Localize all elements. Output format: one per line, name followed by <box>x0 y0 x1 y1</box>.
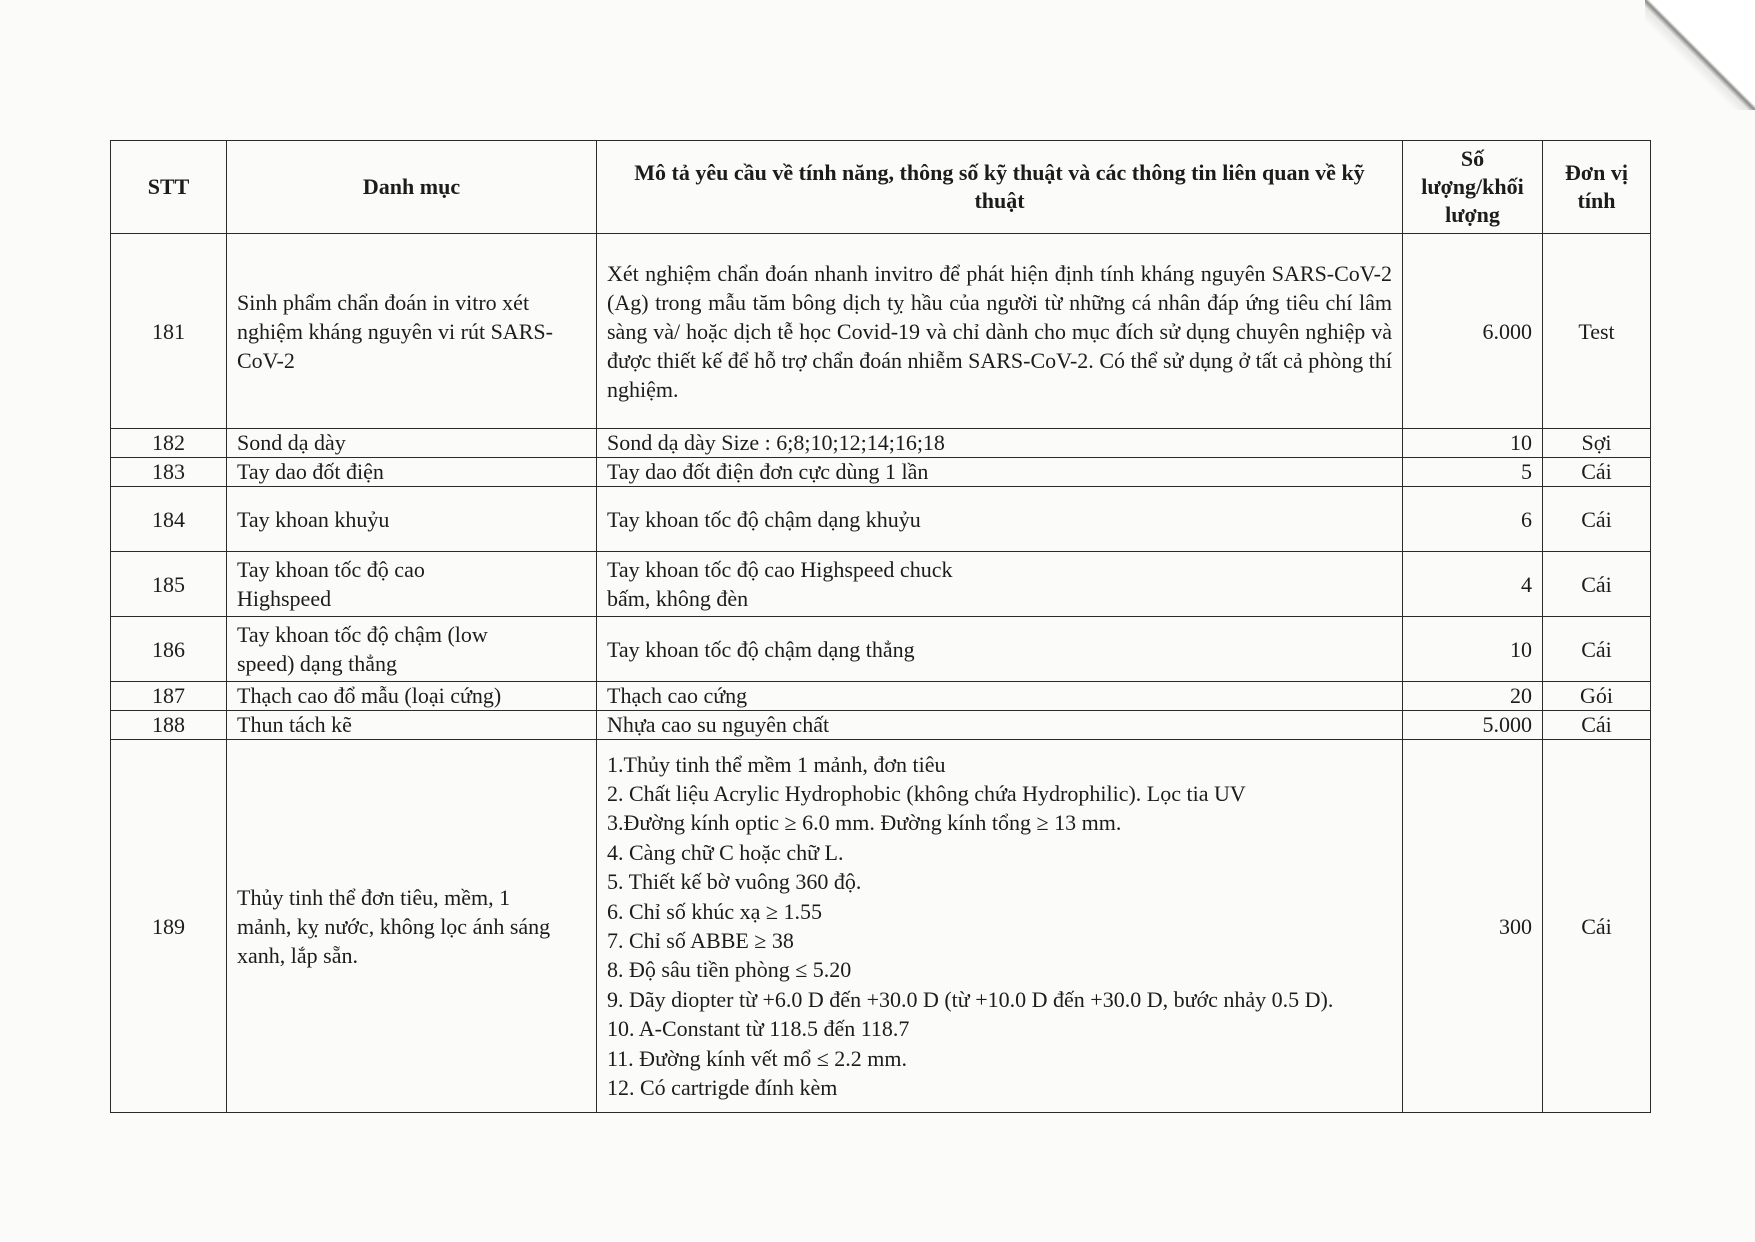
row-qty: 6.000 <box>1403 234 1543 429</box>
row-unit: Cái <box>1543 487 1651 552</box>
row-name: Thạch cao đổ mẫu (loại cứng) <box>227 682 597 711</box>
row-qty: 20 <box>1403 682 1543 711</box>
row-qty: 5 <box>1403 458 1543 487</box>
row-qty: 6 <box>1403 487 1543 552</box>
desc-line: 11. Đường kính vết mổ ≤ 2.2 mm. <box>607 1045 908 1071</box>
row-stt: 184 <box>111 487 227 552</box>
row-unit: Test <box>1543 234 1651 429</box>
desc-line: 5. Thiết kế bờ vuông 360 độ. <box>607 869 862 895</box>
row-desc: Tay khoan tốc độ cao Highspeed chuck bấm, không đèn <box>597 552 1403 617</box>
row-stt: 187 <box>111 682 227 711</box>
desc-line: 7. Chỉ số ABBE ≥ 38 <box>607 928 794 953</box>
table-row <box>111 682 1651 711</box>
desc-line: 8. Độ sâu tiền phòng ≤ 5.20 <box>607 957 852 983</box>
row-stt: 188 <box>111 711 227 740</box>
row-stt: 181 <box>111 234 227 429</box>
row-name: Tay khoan khuỷu <box>227 487 597 552</box>
desc-line: 9. Dãy diopter từ +6.0 D đến +30.0 D (từ +10.0 D đến +30.0 D, bước nhảy 0.5 D). <box>607 986 1334 1012</box>
header-desc: Mô tả yêu cầu về tính năng, thông số kỹ thuật và các thông tin liên quan về kỹ thuật <box>597 141 1403 234</box>
row-qty: 10 <box>1403 429 1543 458</box>
row-desc: Tay khoan tốc độ chậm dạng khuỷu <box>597 487 1403 552</box>
row-unit: Cái <box>1543 740 1651 1113</box>
table-header-row <box>111 141 1651 234</box>
desc-line: 12. Có cartrigde đính kèm <box>607 1075 838 1101</box>
row-name: Tay khoan tốc độ chậm (low speed) dạng thẳng <box>227 617 597 682</box>
table-row <box>111 429 1651 458</box>
specification-table <box>110 140 1651 1113</box>
row-name: Thun tách kẽ <box>227 711 597 740</box>
row-name: Tay khoan tốc độ cao Highspeed <box>227 552 597 617</box>
row-qty: 5.000 <box>1403 711 1543 740</box>
table-row <box>111 552 1651 617</box>
row-name: Thủy tinh thể đơn tiêu, mềm, 1 mảnh, kỵ nước, không lọc ánh sáng xanh, lắp sẵn. <box>227 740 597 1113</box>
desc-line: 4. Càng chữ C hoặc chữ L. <box>607 839 844 865</box>
row-qty: 10 <box>1403 617 1543 682</box>
row-stt: 182 <box>111 429 227 458</box>
header-unit: Đơn vị tính <box>1543 141 1651 234</box>
row-unit: Cái <box>1543 711 1651 740</box>
row-unit: Gói <box>1543 682 1651 711</box>
page-corner-fold <box>1645 0 1755 110</box>
table-row <box>111 458 1651 487</box>
row-stt: 186 <box>111 617 227 682</box>
row-unit: Cái <box>1543 617 1651 682</box>
desc-line: 2. Chất liệu Acrylic Hydrophobic (không chứa Hydrophilic). Lọc tia UV <box>607 780 1246 806</box>
table-row <box>111 617 1651 682</box>
row-desc: Thạch cao cứng <box>597 682 1403 711</box>
table-row <box>111 740 1651 1113</box>
row-qty: 300 <box>1403 740 1543 1113</box>
table-row <box>111 234 1651 429</box>
row-stt: 189 <box>111 740 227 1113</box>
header-name: Danh mục <box>227 141 597 234</box>
row-desc: Tay dao đốt điện đơn cực dùng 1 lần <box>597 458 1403 487</box>
desc-line: 3.Đường kính optic ≥ 6.0 mm. Đường kính tổng ≥ 13 mm. <box>607 810 1122 836</box>
row-name: Sond dạ dày <box>227 429 597 458</box>
row-desc: Sond dạ dày Size : 6;8;10;12;14;16;18 <box>597 429 1403 458</box>
table-row <box>111 711 1651 740</box>
row-stt: 185 <box>111 552 227 617</box>
desc-line: 1.Thủy tinh thể mềm 1 mảnh, đơn tiêu <box>607 751 946 777</box>
row-desc: Tay khoan tốc độ chậm dạng thẳng <box>597 617 1403 682</box>
desc-line: 10. A-Constant từ 118.5 đến 118.7 <box>607 1016 910 1042</box>
row-name: Tay dao đốt điện <box>227 458 597 487</box>
row-desc: Xét nghiệm chẩn đoán nhanh invitro để phát hiện định tính kháng nguyên SARS-CoV-2 (Ag) trong mẫu tăm bông dịch tỵ hầu của người từ những cá nhân đáp ứng tiêu chí lâm sàng và/ hoặc dịch tễ học Covid-19 và chỉ dành cho mục đích sử dụng chuyên nghiệp và được thiết kế để hỗ trợ chẩn đoán nhiễm SARS-CoV-2. Có thể sử dụng ở tất cả phòng thí nghiệm. <box>597 234 1403 429</box>
row-unit: Cái <box>1543 458 1651 487</box>
header-qty: Số lượng/khối lượng <box>1403 141 1543 234</box>
header-stt: STT <box>111 141 227 234</box>
desc-line: 6. Chỉ số khúc xạ ≥ 1.55 <box>607 898 822 924</box>
row-qty: 4 <box>1403 552 1543 617</box>
row-name: Sinh phẩm chẩn đoán in vitro xét nghiệm kháng nguyên vi rút SARS-CoV-2 <box>227 234 597 429</box>
row-unit: Cái <box>1543 552 1651 617</box>
row-desc <box>597 740 1403 1113</box>
row-unit: Sợi <box>1543 429 1651 458</box>
row-stt: 183 <box>111 458 227 487</box>
table-row <box>111 487 1651 552</box>
row-desc: Nhựa cao su nguyên chất <box>597 711 1403 740</box>
